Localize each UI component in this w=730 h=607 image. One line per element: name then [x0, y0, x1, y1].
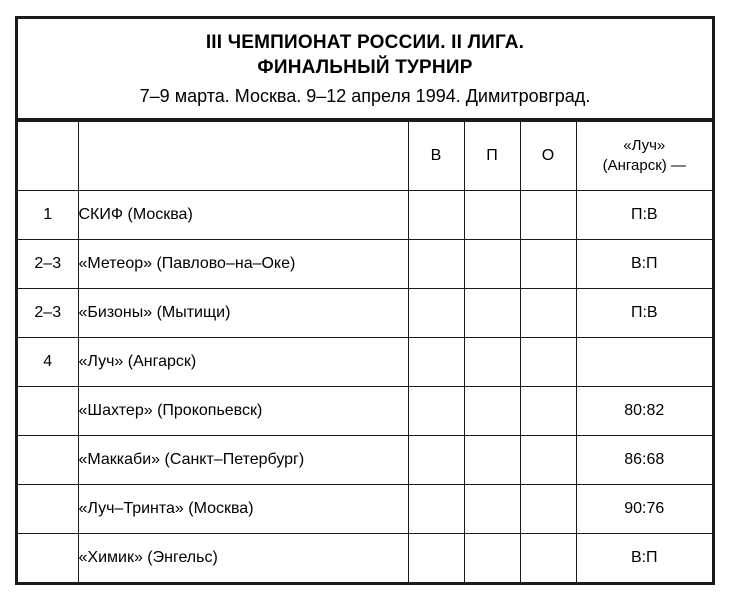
cell-other: [520, 337, 576, 386]
cell-other: [520, 533, 576, 582]
title-line-1: III ЧЕМПИОНАТ РОССИИ. II ЛИГА.: [205, 32, 525, 53]
cell-position: [18, 435, 78, 484]
document-subtitle: 7–9 марта. Москва. 9–12 апреля 1994. Димитровград.: [139, 86, 591, 107]
cell-team: СКИФ (Москва): [78, 190, 408, 239]
cell-wins: [408, 239, 464, 288]
table-row: [18, 484, 712, 533]
table-row: [18, 288, 712, 337]
cell-result: В:П: [576, 239, 712, 288]
cell-other: [520, 288, 576, 337]
cell-losses: [464, 484, 520, 533]
cell-team: «Бизоны» (Мытищи): [78, 288, 408, 337]
cell-position: 2–3: [18, 288, 78, 337]
cell-team: «Метеор» (Павлово–на–Оке): [78, 239, 408, 288]
column-header-opponent-line-1: «Луч»: [623, 136, 666, 154]
cell-other: [520, 386, 576, 435]
cell-position: 4: [18, 337, 78, 386]
cell-losses: [464, 337, 520, 386]
cell-losses: [464, 533, 520, 582]
cell-wins: [408, 435, 464, 484]
cell-team: «Маккаби» (Санкт–Петербург): [78, 435, 408, 484]
cell-wins: [408, 190, 464, 239]
cell-losses: [464, 386, 520, 435]
cell-result: П:В: [576, 190, 712, 239]
table-row: [18, 337, 712, 386]
cell-position: 2–3: [18, 239, 78, 288]
cell-losses: [464, 435, 520, 484]
table-row: [18, 533, 712, 582]
cell-result: 86:68: [576, 435, 712, 484]
standings-table: [18, 121, 712, 582]
cell-team: «Химик» (Энгельс): [78, 533, 408, 582]
column-header-opponent-line-2: (Ангарск) —: [602, 156, 686, 174]
cell-losses: [464, 190, 520, 239]
table-row: [18, 386, 712, 435]
cell-position: 1: [18, 190, 78, 239]
cell-other: [520, 239, 576, 288]
cell-other: [520, 435, 576, 484]
cell-team: «Шахтер» (Прокопьевск): [78, 386, 408, 435]
title-line-2: ФИНАЛЬНЫЙ ТУРНИР: [257, 56, 473, 78]
column-header-other: О: [520, 121, 576, 190]
table-row: [18, 239, 712, 288]
table-row: [18, 435, 712, 484]
cell-losses: [464, 288, 520, 337]
cell-other: [520, 484, 576, 533]
cell-losses: [464, 239, 520, 288]
column-header-losses: П: [464, 121, 520, 190]
cell-wins: [408, 533, 464, 582]
cell-result: [576, 337, 712, 386]
column-header-position: [18, 121, 78, 190]
document-header: [18, 19, 712, 121]
cell-wins: [408, 288, 464, 337]
standings-sheet: [15, 16, 715, 585]
cell-position: [18, 533, 78, 582]
cell-result: П:В: [576, 288, 712, 337]
column-header-opponent: [576, 121, 712, 190]
cell-team: «Луч–Тринта» (Москва): [78, 484, 408, 533]
table-row: [18, 190, 712, 239]
table-body: [18, 190, 712, 582]
cell-result: 90:76: [576, 484, 712, 533]
cell-result: В:П: [576, 533, 712, 582]
column-header-wins: В: [408, 121, 464, 190]
cell-position: [18, 484, 78, 533]
cell-result: 80:82: [576, 386, 712, 435]
cell-position: [18, 386, 78, 435]
cell-team: «Луч» (Ангарск): [78, 337, 408, 386]
table-header-row: [18, 121, 712, 190]
column-header-team: [78, 121, 408, 190]
cell-wins: [408, 386, 464, 435]
cell-wins: [408, 484, 464, 533]
cell-other: [520, 190, 576, 239]
cell-wins: [408, 337, 464, 386]
